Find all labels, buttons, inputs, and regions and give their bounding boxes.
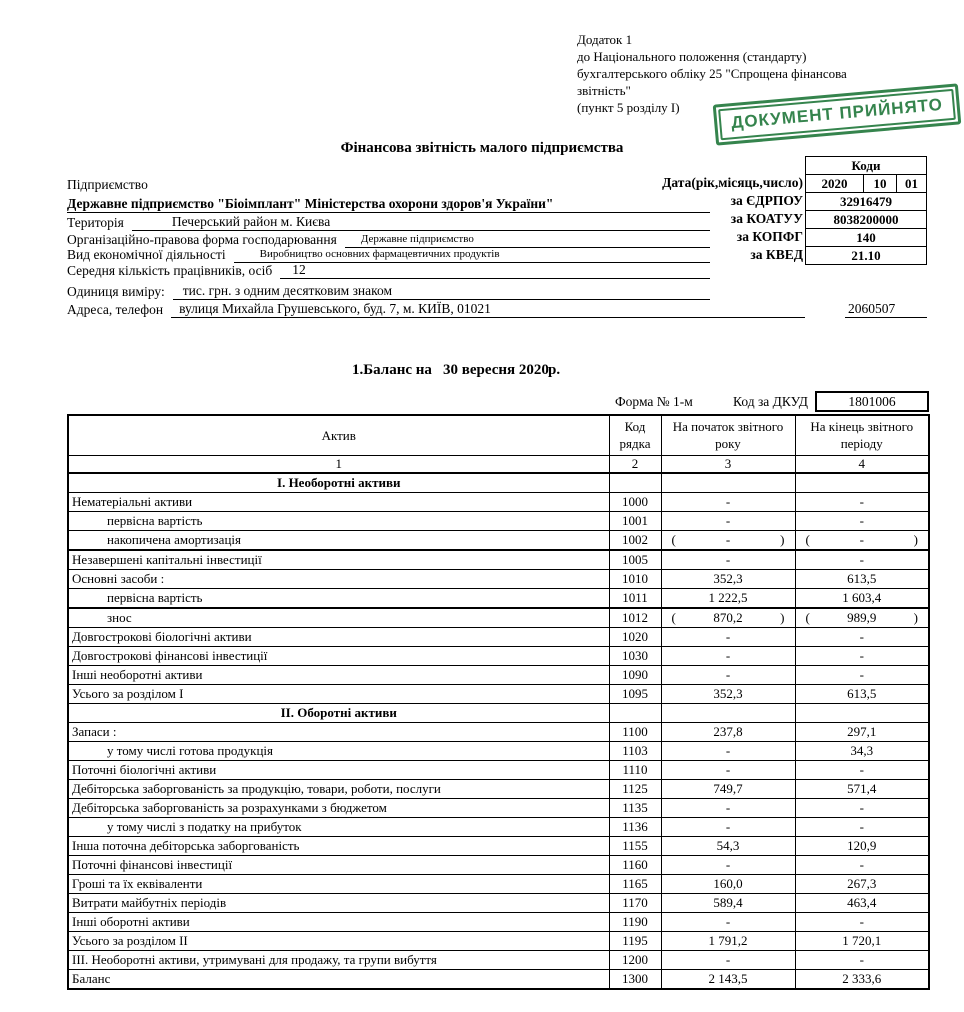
value-year-start: - [661,646,795,665]
value-year-start: 749,7 [661,779,795,798]
row-code: 1103 [609,741,661,760]
koatuu-label: за КОАТУУ [730,211,803,226]
balance-table [67,414,930,990]
value-period-end: - [795,550,929,570]
close-paren: ) [913,531,918,547]
value-year-start: - [661,665,795,684]
table-row [68,950,929,969]
close-paren: ) [913,609,918,625]
value-period-end: - [795,950,929,969]
stamp-text: ДОКУМЕНТ ПРИЙНЯТО [718,89,956,140]
asset-label: Інші необоротні активи [68,665,609,684]
phone-value: 2060507 [845,299,927,318]
unit-label: Одиниця виміру: [67,284,165,299]
value-period-end [795,703,929,722]
table-row [68,665,929,684]
address-label: Адреса, телефон [67,302,164,317]
dkud-label: Код за ДКУД [733,394,808,409]
table-row [68,569,929,588]
row-code: 1030 [609,646,661,665]
note-line: до Національного положення (стандарту) [577,49,807,64]
asset-label: накопичена амортизація [68,530,609,550]
edrpou-value: 32916479 [806,193,927,211]
value-period-end: 297,1 [795,722,929,741]
row-code: 1136 [609,817,661,836]
value-year-start: - [661,798,795,817]
row-code: 1001 [609,511,661,530]
table-row [68,855,929,874]
codes-table [805,156,927,265]
asset-label: знос [68,608,609,628]
kved-label: за КВЕД [750,247,803,262]
kved-value: 21.10 [806,247,927,265]
address-row [67,299,805,318]
row-code: 1110 [609,760,661,779]
column-number: 2 [609,455,661,473]
codes-header: Коди [806,157,927,175]
value-period-end: 613,5 [795,569,929,588]
value-year-start [661,530,795,550]
column-number-row [68,455,929,473]
enterprise-label-row [67,174,710,193]
row-code: 1170 [609,893,661,912]
value-period-end [795,473,929,493]
legal-form-label: Організаційно-правова форма господарювання [67,232,337,247]
value-year-start: 54,3 [661,836,795,855]
section-row [68,703,929,722]
balance-heading-year-letter: р. [548,362,561,378]
row-code: 1020 [609,627,661,646]
form-number-label: Форма № 1-м [615,394,693,409]
asset-label: Інші оборотні активи [68,912,609,931]
asset-label: у тому числі з податку на прибуток [68,817,609,836]
value-period-end: 1 603,4 [795,588,929,608]
value-period-end: - [795,760,929,779]
asset-label: Довгострокові біологічні активи [68,627,609,646]
table-row [68,492,929,511]
legal-form-value: Державне підприємство [345,232,710,248]
asset-label: Поточні фінансові інвестиції [68,855,609,874]
asset-label: Довгострокові фінансові інвестиції [68,646,609,665]
open-paren: ( [671,531,676,547]
row-code: 1125 [609,779,661,798]
note-line: бухгалтерського обліку 25 "Спрощена фінансова [577,66,847,81]
table-row [68,931,929,950]
value-period-end: 463,4 [795,893,929,912]
enterprise-name-row [67,194,710,213]
territory-label: Територія [67,215,124,230]
value-period-end: - [795,646,929,665]
form-line [615,394,808,410]
value-period-end: - [795,855,929,874]
date-code-label: Дата(рік,місяць,число) [662,175,803,190]
employees-label: Середня кількість працівників, осіб [67,263,273,278]
table-row [68,817,929,836]
asset-label: Усього за розділом I [68,684,609,703]
asset-label: III. Необоротні активи, утримувані для продажу, та групи вибуття [68,950,609,969]
value-year-start: - [661,741,795,760]
column-number: 1 [68,455,609,473]
row-code: 1011 [609,588,661,608]
row-code [609,703,661,722]
value-year-start: 352,3 [661,569,795,588]
activity-label: Вид економічної діяльності [67,247,226,262]
value-period-end: - [795,798,929,817]
asset-label: Запаси : [68,722,609,741]
value-period-end: - [795,511,929,530]
value-period-end: 613,5 [795,684,929,703]
column-header-code: Код рядка [609,415,661,455]
asset-label: Основні засоби : [68,569,609,588]
table-row [68,741,929,760]
asset-label: Баланс [68,969,609,989]
note-line: Додаток 1 [577,32,633,47]
row-code: 1165 [609,874,661,893]
paren-value: - [859,531,864,547]
employees-value: 12 [280,262,710,279]
balance-heading-label: 1.Баланс на [352,362,432,378]
close-paren: ) [780,609,785,625]
row-code [609,473,661,493]
table-row [68,684,929,703]
value-year-start: - [661,760,795,779]
value-period-end: - [795,665,929,684]
table-row [68,646,929,665]
column-number: 4 [795,455,929,473]
asset-label: Інша поточна дебіторська заборгованість [68,836,609,855]
row-code: 1012 [609,608,661,628]
value-period-end [795,530,929,550]
note-line: звітність" [577,83,631,98]
row-code: 1100 [609,722,661,741]
territory-value: Печерський район м. Києва [132,214,710,231]
row-code: 1300 [609,969,661,989]
value-period-end: 2 333,6 [795,969,929,989]
row-code: 1190 [609,912,661,931]
table-row [68,627,929,646]
employees-row [67,260,710,279]
koatuu-value: 8038200000 [806,211,927,229]
note-line: (пункт 5 розділу I) [577,100,680,115]
value-year-start: - [661,511,795,530]
value-year-start: 1 222,5 [661,588,795,608]
value-year-start: 237,8 [661,722,795,741]
value-year-start: 2 143,5 [661,969,795,989]
value-year-start [661,473,795,493]
table-row [68,588,929,608]
row-code: 1010 [609,569,661,588]
value-year-start: 1 791,2 [661,931,795,950]
value-period-end: - [795,912,929,931]
enterprise-label: Підприємство [67,177,148,192]
enterprise-name: Державне підприємство "Біоімплант" Міністерства охорони здоров'я України" [67,196,554,211]
value-year-start: - [661,912,795,931]
section-row [68,473,929,493]
value-period-end: 120,9 [795,836,929,855]
unit-row [67,281,710,300]
value-period-end: - [795,817,929,836]
table-row [68,779,929,798]
section-title: ІІ. Оборотні активи [68,703,609,722]
value-year-start: 160,0 [661,874,795,893]
column-header-end: На кінець звітного періоду [795,415,929,455]
table-row [68,912,929,931]
kopfg-label: за КОПФГ [736,229,803,244]
table-row [68,511,929,530]
open-paren: ( [805,531,810,547]
value-period-end: 34,3 [795,741,929,760]
address-value: вулиця Михайла Грушевського, буд. 7, м. КИЇВ, 01021 [171,301,805,318]
asset-label: Дебіторська заборгованість за розрахунками з бюджетом [68,798,609,817]
value-year-start [661,608,795,628]
open-paren: ( [671,609,676,625]
column-header-start: На початок звітного року [661,415,795,455]
table-row [68,874,929,893]
dkud-code-box: 1801006 [815,391,929,412]
value-period-end: - [795,627,929,646]
activity-value: Виробництво основних фармацевтичних продуктів [234,247,710,263]
value-period-end: 267,3 [795,874,929,893]
table-row [68,608,929,628]
row-code: 1155 [609,836,661,855]
value-year-start: - [661,855,795,874]
table-row [68,760,929,779]
row-code: 1135 [609,798,661,817]
value-year-start: - [661,550,795,570]
date-year-cell: 2020 [806,175,864,193]
asset-label: Дебіторська заборгованість за продукцію, товари, роботи, послуги [68,779,609,798]
asset-label: первісна вартість [68,588,609,608]
asset-label: Незавершені капітальні інвестиції [68,550,609,570]
table-row [68,722,929,741]
table-row [68,798,929,817]
asset-label: Усього за розділом II [68,931,609,950]
open-paren: ( [805,609,810,625]
table-row [68,893,929,912]
value-year-start: - [661,627,795,646]
asset-label: Витрати майбутніх періодів [68,893,609,912]
row-code: 1095 [609,684,661,703]
date-day-cell: 01 [897,175,927,193]
balance-rows [68,473,929,989]
asset-label: первісна вартість [68,511,609,530]
value-year-start: - [661,492,795,511]
table-row [68,969,929,989]
row-code: 1195 [609,931,661,950]
asset-label: у тому числі готова продукція [68,741,609,760]
close-paren: ) [780,531,785,547]
asset-label: Поточні біологічні активи [68,760,609,779]
column-number: 3 [661,455,795,473]
asset-label: Гроші та їх еквіваленти [68,874,609,893]
document-title: Фінансова звітність малого підприємства [340,140,624,156]
row-code: 1000 [609,492,661,511]
table-header-row [68,415,929,455]
kopfg-value: 140 [806,229,927,247]
column-header-asset: Актив [68,415,609,455]
value-year-start: 352,3 [661,684,795,703]
row-code: 1160 [609,855,661,874]
row-code: 1005 [609,550,661,570]
asset-label: Нематеріальні активи [68,492,609,511]
row-code: 1090 [609,665,661,684]
unit-value: тис. грн. з одним десятковим знаком [173,283,710,300]
section-title: І. Необоротні активи [68,473,609,493]
edrpou-label: за ЄДРПОУ [730,193,803,208]
table-row [68,836,929,855]
value-period-end: - [795,492,929,511]
paren-value: 870,2 [713,609,743,625]
paren-value: - [725,531,731,547]
value-year-start: - [661,950,795,969]
value-period-end: 571,4 [795,779,929,798]
value-year-start [661,703,795,722]
table-row [68,550,929,570]
row-code: 1200 [609,950,661,969]
paren-value: 989,9 [847,609,877,625]
row-code: 1002 [609,530,661,550]
date-month-cell: 10 [864,175,897,193]
value-period-end [795,608,929,628]
value-year-start: 589,4 [661,893,795,912]
value-period-end: 1 720,1 [795,931,929,950]
balance-heading-date: 30 вересня 2020 [443,362,549,378]
value-year-start: - [661,817,795,836]
table-row [68,530,929,550]
